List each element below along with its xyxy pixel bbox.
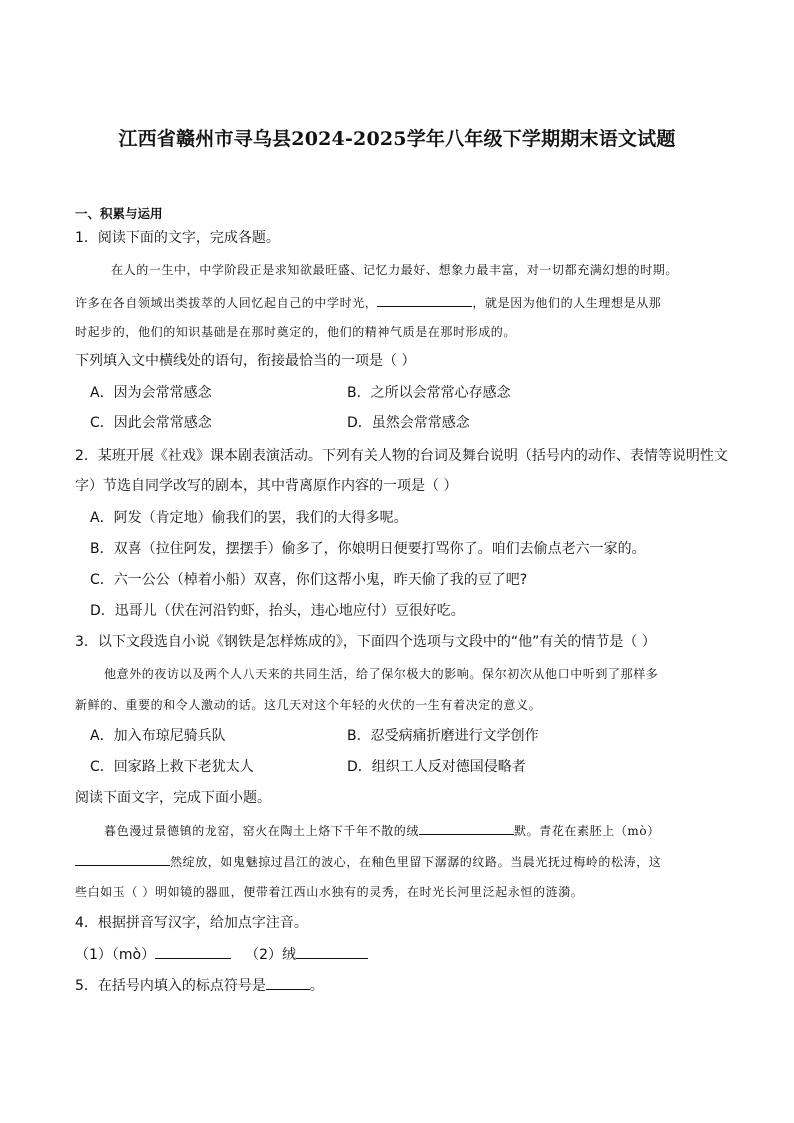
q2-option-d[interactable]: D．迅哥儿（伏在河沿钓虾，抬头，违心地应付）豆很好吃。 [90, 603, 465, 619]
q4-part-2-label: （2）绒 [245, 947, 297, 963]
q3-option-c[interactable]: C．回家路上救下老犹太人 [90, 759, 254, 775]
question-2-stem-line-1: 2．某班开展《社戏》课本剧表演活动。下列有关人物的台词及舞台说明（括号内的动作、表情等说明性文 [75, 448, 728, 464]
q1-option-b[interactable]: B．之所以会常常心存感念 [347, 385, 511, 401]
question-3-stem: 3．以下文段选自小说《钢铁是怎样炼成的》，下面四个选项与文段中的“他”有关的情节是（ ） [75, 634, 656, 650]
q1-option-c[interactable]: C．因此会常常感念 [90, 415, 212, 431]
reading-text-b: 默。青花在素胚上（mò） [514, 824, 660, 838]
q4-part-1-blank[interactable] [155, 944, 231, 959]
reading-stem: 阅读下面文字，完成下面小题。 [75, 790, 271, 806]
reading-passage-line-2 [75, 851, 725, 872]
q5-stem-end: 。 [309, 978, 324, 994]
q4-parts [75, 944, 725, 965]
reading-passage-line-3: 些白如玉（ ）明如镜的器皿，便带着江西山水独有的灵秀，在时光长河里泛起永恒的涟漪。 [75, 885, 584, 899]
q4-part-1-label: （1）（mò） [75, 947, 156, 963]
q2-option-c[interactable]: C．六一公公（棹着小船）双喜，你们这帮小鬼，昨天偷了我的豆了吧? [90, 572, 528, 588]
q1-passage-line-1: 在人的一生中，中学阶段正是求知欲最旺盛、记忆力最好、想象力最丰富，对一切都充满幻想的时期。 [111, 263, 679, 277]
reading-blank-1[interactable] [419, 820, 514, 835]
q1-option-d[interactable]: D．虽然会常常感念 [347, 415, 470, 431]
section-heading: 一、积累与运用 [75, 206, 163, 221]
reading-blank-2[interactable] [75, 851, 170, 866]
q5-stem-text: 5．在括号内填入的标点符号是 [75, 978, 266, 994]
q1-passage-text-a: 许多在各自领域出类拔萃的人回忆起自己的中学时光， [75, 296, 378, 310]
reading-text-a: 暮色漫过景德镇的龙窑，窑火在陶土上烙下千年不散的绒 [104, 824, 420, 838]
q3-passage-line-1: 他意外的夜访以及两个人八天来的共同生活，给了保尔极大的影响。保尔初次从他口中听到了那样多 [104, 667, 659, 681]
q3-passage-line-2: 新鲜的、重要的和令人激动的话。这几天对这个年轻的火伏的一生有着决定的意义。 [75, 698, 542, 712]
question-2-stem-line-2: 字）节选自同学改写的剧本，其中背离原作内容的一项是（ ） [75, 478, 458, 494]
q1-answer-blank[interactable] [377, 292, 472, 307]
question-5-stem [75, 975, 725, 996]
q1-question: 下列填入文中横线处的语句，衔接最恰当的一项是（ ） [75, 353, 416, 369]
q3-option-a[interactable]: A．加入布琼尼骑兵队 [90, 728, 226, 744]
q5-answer-blank[interactable] [266, 975, 310, 990]
q1-passage-text-b: ，就是因为他们的人生理想是从那 [472, 296, 662, 310]
reading-passage-line-1 [104, 820, 754, 841]
q1-option-a[interactable]: A．因为会常常感念 [90, 385, 212, 401]
question-4-stem: 4．根据拼音写汉字，给加点字注音。 [75, 915, 308, 931]
q2-option-a[interactable]: A．阿发（肯定地）偷我们的罢，我们的大得多呢。 [90, 510, 408, 526]
q3-option-b[interactable]: B．忍受病痛折磨进行文学创作 [347, 728, 539, 744]
q4-part-2-blank[interactable] [296, 944, 368, 959]
q1-passage-line-2 [75, 292, 725, 313]
page-title: 江西省赣州市寻乌县2024-2025学年八年级下学期期末语文试题 [118, 128, 676, 150]
reading-text-c: 然绽放，如鬼魅掠过昌江的波心，在釉色里留下潺潺的纹路。当晨光抚过梅岭的松涛，这 [170, 855, 662, 869]
q1-passage-line-3: 时起步的，他们的知识基础是在那时奠定的，他们的精神气质是在那时形成的。 [75, 325, 517, 339]
q3-option-d[interactable]: D．组织工人反对德国侵略者 [347, 759, 526, 775]
q2-option-b[interactable]: B．双喜（拉住阿发，摆摆手）偷多了，你娘明日便要打骂你了。咱们去偷点老六一家的。 [90, 541, 646, 557]
question-1-stem: 1．阅读下面的文字，完成各题。 [75, 230, 280, 246]
